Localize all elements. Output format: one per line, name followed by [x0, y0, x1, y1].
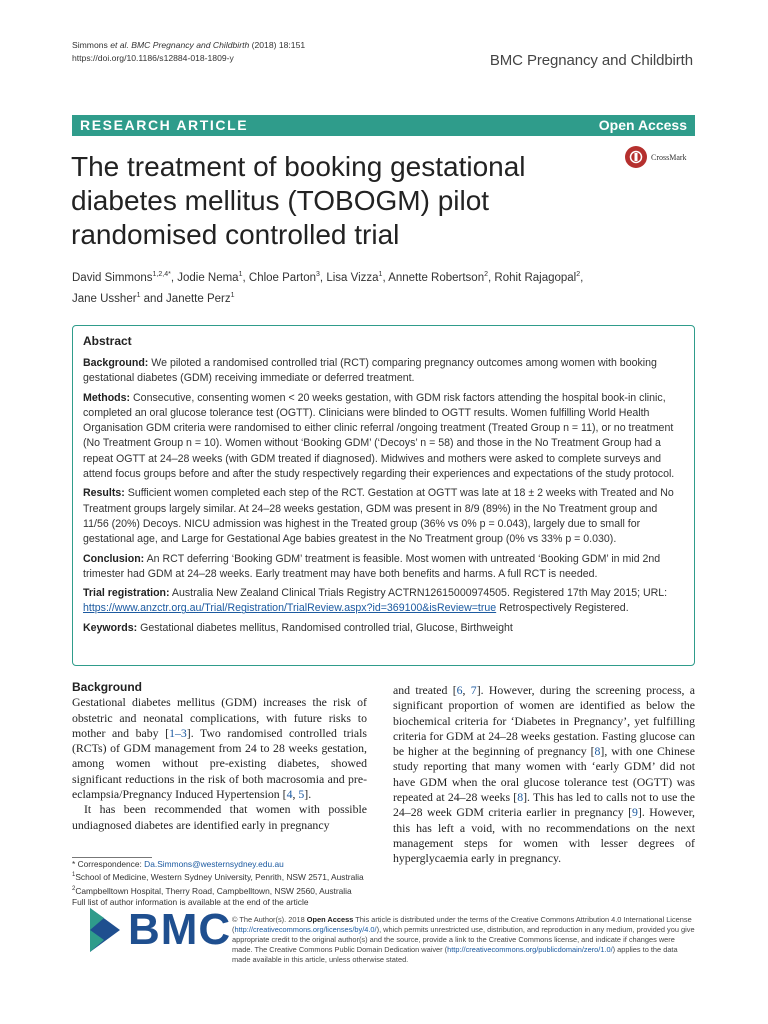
license-text: ) applies to the data made available in this article, unless otherwise stated. [232, 945, 678, 965]
author-affiliation: 2 [484, 271, 489, 278]
reference-link[interactable]: 8 [594, 744, 601, 759]
body-text: ]. Two randomised controlled trials (RCTs) of GDM management from 24 to 28 weeks gestation, among women without pre-existing diabetes, showed significant reductions in the risk of both macrosomia and pre-eclampsia/Pregnancy Induced Hypertension [ [72, 725, 368, 802]
abstract-box [72, 325, 695, 666]
citation-authors: Simmons [72, 40, 108, 50]
reference-link[interactable]: 4 [286, 787, 293, 802]
body-column-right [393, 683, 695, 867]
abstract-background-label: Background: [83, 357, 149, 369]
reference-link[interactable]: 5 [298, 787, 305, 802]
abstract-trial-tail: Retrospectively Registered. [499, 602, 629, 615]
affiliation-text: Campbelltown Hospital, Therry Road, Campbelltown, NSW 2560, Australia [75, 885, 352, 896]
body-text: and treated [ [393, 683, 457, 697]
license-text: ), which permits unrestricted use, distribution, and reproduction in any medium, provided you give appropriate credit to the original author(s) and the source, provide a link to the Creative Commons license, and indicate if changes were made. The Creative Commons Public Domain Dedication waiver ( [232, 925, 695, 955]
body-paragraph: It has been recommended that women with possible undiagnosed diabetes are identified early in pregnancy [72, 802, 367, 832]
license-copyright: © The Author(s). 2018 [232, 915, 305, 924]
abstract-keywords-text: Gestational diabetes mellitus, Randomised controlled trial, Glucose, Birthweight [140, 621, 513, 634]
correspondence-email-link[interactable]: Da.Simmons@westernsydney.edu.au [144, 859, 284, 869]
body-paragraph [72, 695, 367, 802]
author-name: Chloe Parton [248, 271, 317, 284]
body-column-left [72, 680, 367, 833]
bmc-logo-text: BMC [128, 905, 232, 954]
abstract-conclusion-label: Conclusion: [83, 552, 145, 565]
author-affiliation: 1 [238, 271, 243, 278]
author-affiliation: 1 [378, 271, 383, 278]
crossmark-label: CrossMark [651, 152, 687, 162]
author-name: Jodie Nema [177, 271, 239, 284]
abstract-keywords-label: Keywords: [83, 621, 138, 634]
author-name: Janette Perz [166, 292, 231, 305]
citation-header [72, 39, 305, 65]
abstract-conclusion [83, 552, 684, 583]
reference-link[interactable]: 7 [470, 683, 477, 697]
crossmark-badge[interactable] [625, 146, 687, 168]
crossmark-icon [625, 146, 647, 168]
author-affiliation: 2 [576, 271, 581, 278]
abstract-trial-label: Trial registration: [83, 587, 170, 600]
body-paragraph [393, 683, 695, 867]
affiliation-number: 1 [72, 872, 76, 879]
affiliation-number: 2 [72, 885, 76, 892]
citation-etal: et al. [110, 40, 129, 50]
author-info-note: Full list of author information is available at the end of the article [72, 896, 309, 907]
body-text: ]. [304, 787, 312, 802]
author-name: Annette Robertson [388, 271, 485, 284]
abstract-conclusion-text: An RCT deferring ‘Booking GDM’ treatment is feasible. Most women with untreated ‘Booking GDM’ in mid 2nd trimester had GDM at 24–28 weeks. Early treatment may have both benefits and harms. A full RCT is needed. [83, 552, 661, 580]
open-access-label: Open Access [598, 117, 687, 133]
body-text: ], with one Chinese study reporting that many women with ‘early GDM’ did not have GDM when the oral glucose tolerance test (OGTT) was repeated at 24–28 weeks [ [393, 744, 695, 805]
abstract-trial-text: Australia New Zealand Clinical Trials Registry ACTRN12615000974505. Registered 17th May 2015; URL: [171, 587, 668, 600]
citation-volume: (2018) 18:151 [251, 40, 306, 50]
body-text: ]. This has led to calls not to use the 24–28 week GDM criteria earlier in pregnancy [ [393, 790, 695, 820]
reference-link[interactable]: 1–3 [169, 725, 187, 740]
correspondence-label: * Correspondence: [72, 859, 142, 869]
journal-name: BMC Pregnancy and Childbirth [489, 52, 693, 69]
body-text: , [462, 683, 471, 697]
body-text: ]. However, during the screening process, a significant proportion of women are identified as below the biochemical criteria for ‘Diabetes in Pregnancy’, yet fulfilling criteria for GDM at 24–28 weeks gestation. Fasting glucose can be higher at the beginning of pregnancy [ [393, 683, 696, 759]
license-statement [232, 915, 697, 965]
article-type-label: RESEARCH ARTICLE [80, 117, 249, 133]
license-text: This article is distributed under the terms of the Creative Commons Attribution 4.0 International License ( [232, 915, 692, 935]
author-name: David Simmons [72, 271, 153, 284]
abstract-trial-registration [83, 586, 684, 617]
body-text: , [292, 787, 299, 802]
reference-link[interactable]: 6 [456, 683, 463, 697]
license-cc-by-link[interactable]: http://creativecommons.org/licenses/by/4.0/ [234, 925, 377, 935]
abstract-methods-text: Consecutive, consenting women < 20 weeks gestation, with GDM risk factors attending the hospital book-in clinic, completed an oral glucose tolerance test (OGTT). Clinicians were blinded to OGTT results. Women fulfilling World Health Organisation GDM criteria were randomised to either clinic referral /ongoing treatment (Treated Group n = 11), or no treatment (No Treatment Group n = 10). Women without ‘Booking GDM’ (‘Decoys’ n = 58) and those in the No Treatment Group had a repeat OGTT at 24–28 weeks (with GDM treated if diagnosed). Midwives and mothers were asked to complete surveys and attend focus groups before and after the study respectively regarding their experiences and expectations of the study protocol. [83, 391, 675, 481]
abstract-methods-label: Methods: [83, 391, 131, 404]
body-text: Gestational diabetes mellitus (GDM) increases the risk of obstetric and neonatal complications, with future risks to mother and baby [ [72, 695, 367, 740]
section-heading-background: Background [72, 680, 143, 694]
author-affiliation: 1,2,4* [152, 271, 171, 278]
affiliation-text: School of Medicine, Western Sydney University, Penrith, NSW 2571, Australia [75, 872, 364, 883]
author-name: Jane Ussher [72, 292, 137, 305]
footnote-divider [72, 857, 152, 858]
license-open-access: Open Access [306, 915, 354, 924]
footnotes [72, 859, 392, 908]
trial-registry-link[interactable]: https://www.anzctr.org.au/Trial/Registration/TrialReview.aspx?id=369100&isReview=true [83, 602, 497, 615]
citation-journal: BMC Pregnancy and Childbirth [131, 40, 250, 50]
author-name: Lisa Vizza [326, 271, 379, 284]
article-title: The treatment of booking gestational diabetes mellitus (TOBOGM) pilot randomised controlled trial [71, 151, 526, 250]
author-list: David Simmons$^{1,2,4*}$, Jodie Nema$^1$, Chloe Parton$^3$, Lisa Vizza$^1$, Annette Robertson$^2$, Rohit Rajagopal$^2$, Jane Ussher$^1$ and Janette Perz$^1$ [72, 271, 584, 305]
bmc-logo [90, 905, 232, 954]
author-affiliation: 1 [136, 291, 141, 299]
abstract-results [83, 486, 684, 547]
author-affiliation: 1 [230, 291, 235, 299]
license-cc0-link[interactable]: http://creativecommons.org/publicdomain/zero/1.0/ [447, 945, 613, 955]
abstract-heading: Abstract [83, 334, 132, 348]
author-affiliation: 3 [316, 271, 320, 278]
abstract-results-text: Sufficient women completed each step of the RCT. Gestation at OGTT was late at 18 ± 2 weeks with Treated and No Treatment groups largely similar. At 24–28 weeks gestation, GDM was present in 8/9 (89%) in the No Treatment group and 11/56 (20%) Decoys. NICU admission was highest in the Treated group (36% vs 0% p = 0.043), largely due to small for gestational age, and Large for Gestational Age babies greatest in the No Treatment group (0% vs 33% p = 0.030). [83, 487, 674, 546]
doi-link[interactable]: https://doi.org/10.1186/s12884-018-1809-y [72, 53, 234, 63]
reference-link[interactable]: 8 [517, 790, 524, 805]
article-type-banner [72, 115, 695, 136]
author-name: Rohit Rajagopal [494, 271, 577, 284]
bmc-logo-mark-icon [90, 908, 120, 952]
body-text: ]. However, this has left a void, with no recommendations on the next management steps for women with lesser degrees of hyperglycaemia early in pregnancy. [393, 805, 695, 866]
abstract-background [83, 356, 684, 387]
abstract-keywords [83, 621, 684, 636]
reference-link[interactable]: 9 [632, 805, 638, 820]
abstract-results-label: Results: [83, 487, 125, 500]
abstract-background-text: We piloted a randomised controlled trial (RCT) comparing pregnancy outcomes among women with booking gestational diabetes (GDM) receiving immediate or deferred treatment. [83, 357, 657, 385]
abstract-methods [83, 391, 684, 483]
